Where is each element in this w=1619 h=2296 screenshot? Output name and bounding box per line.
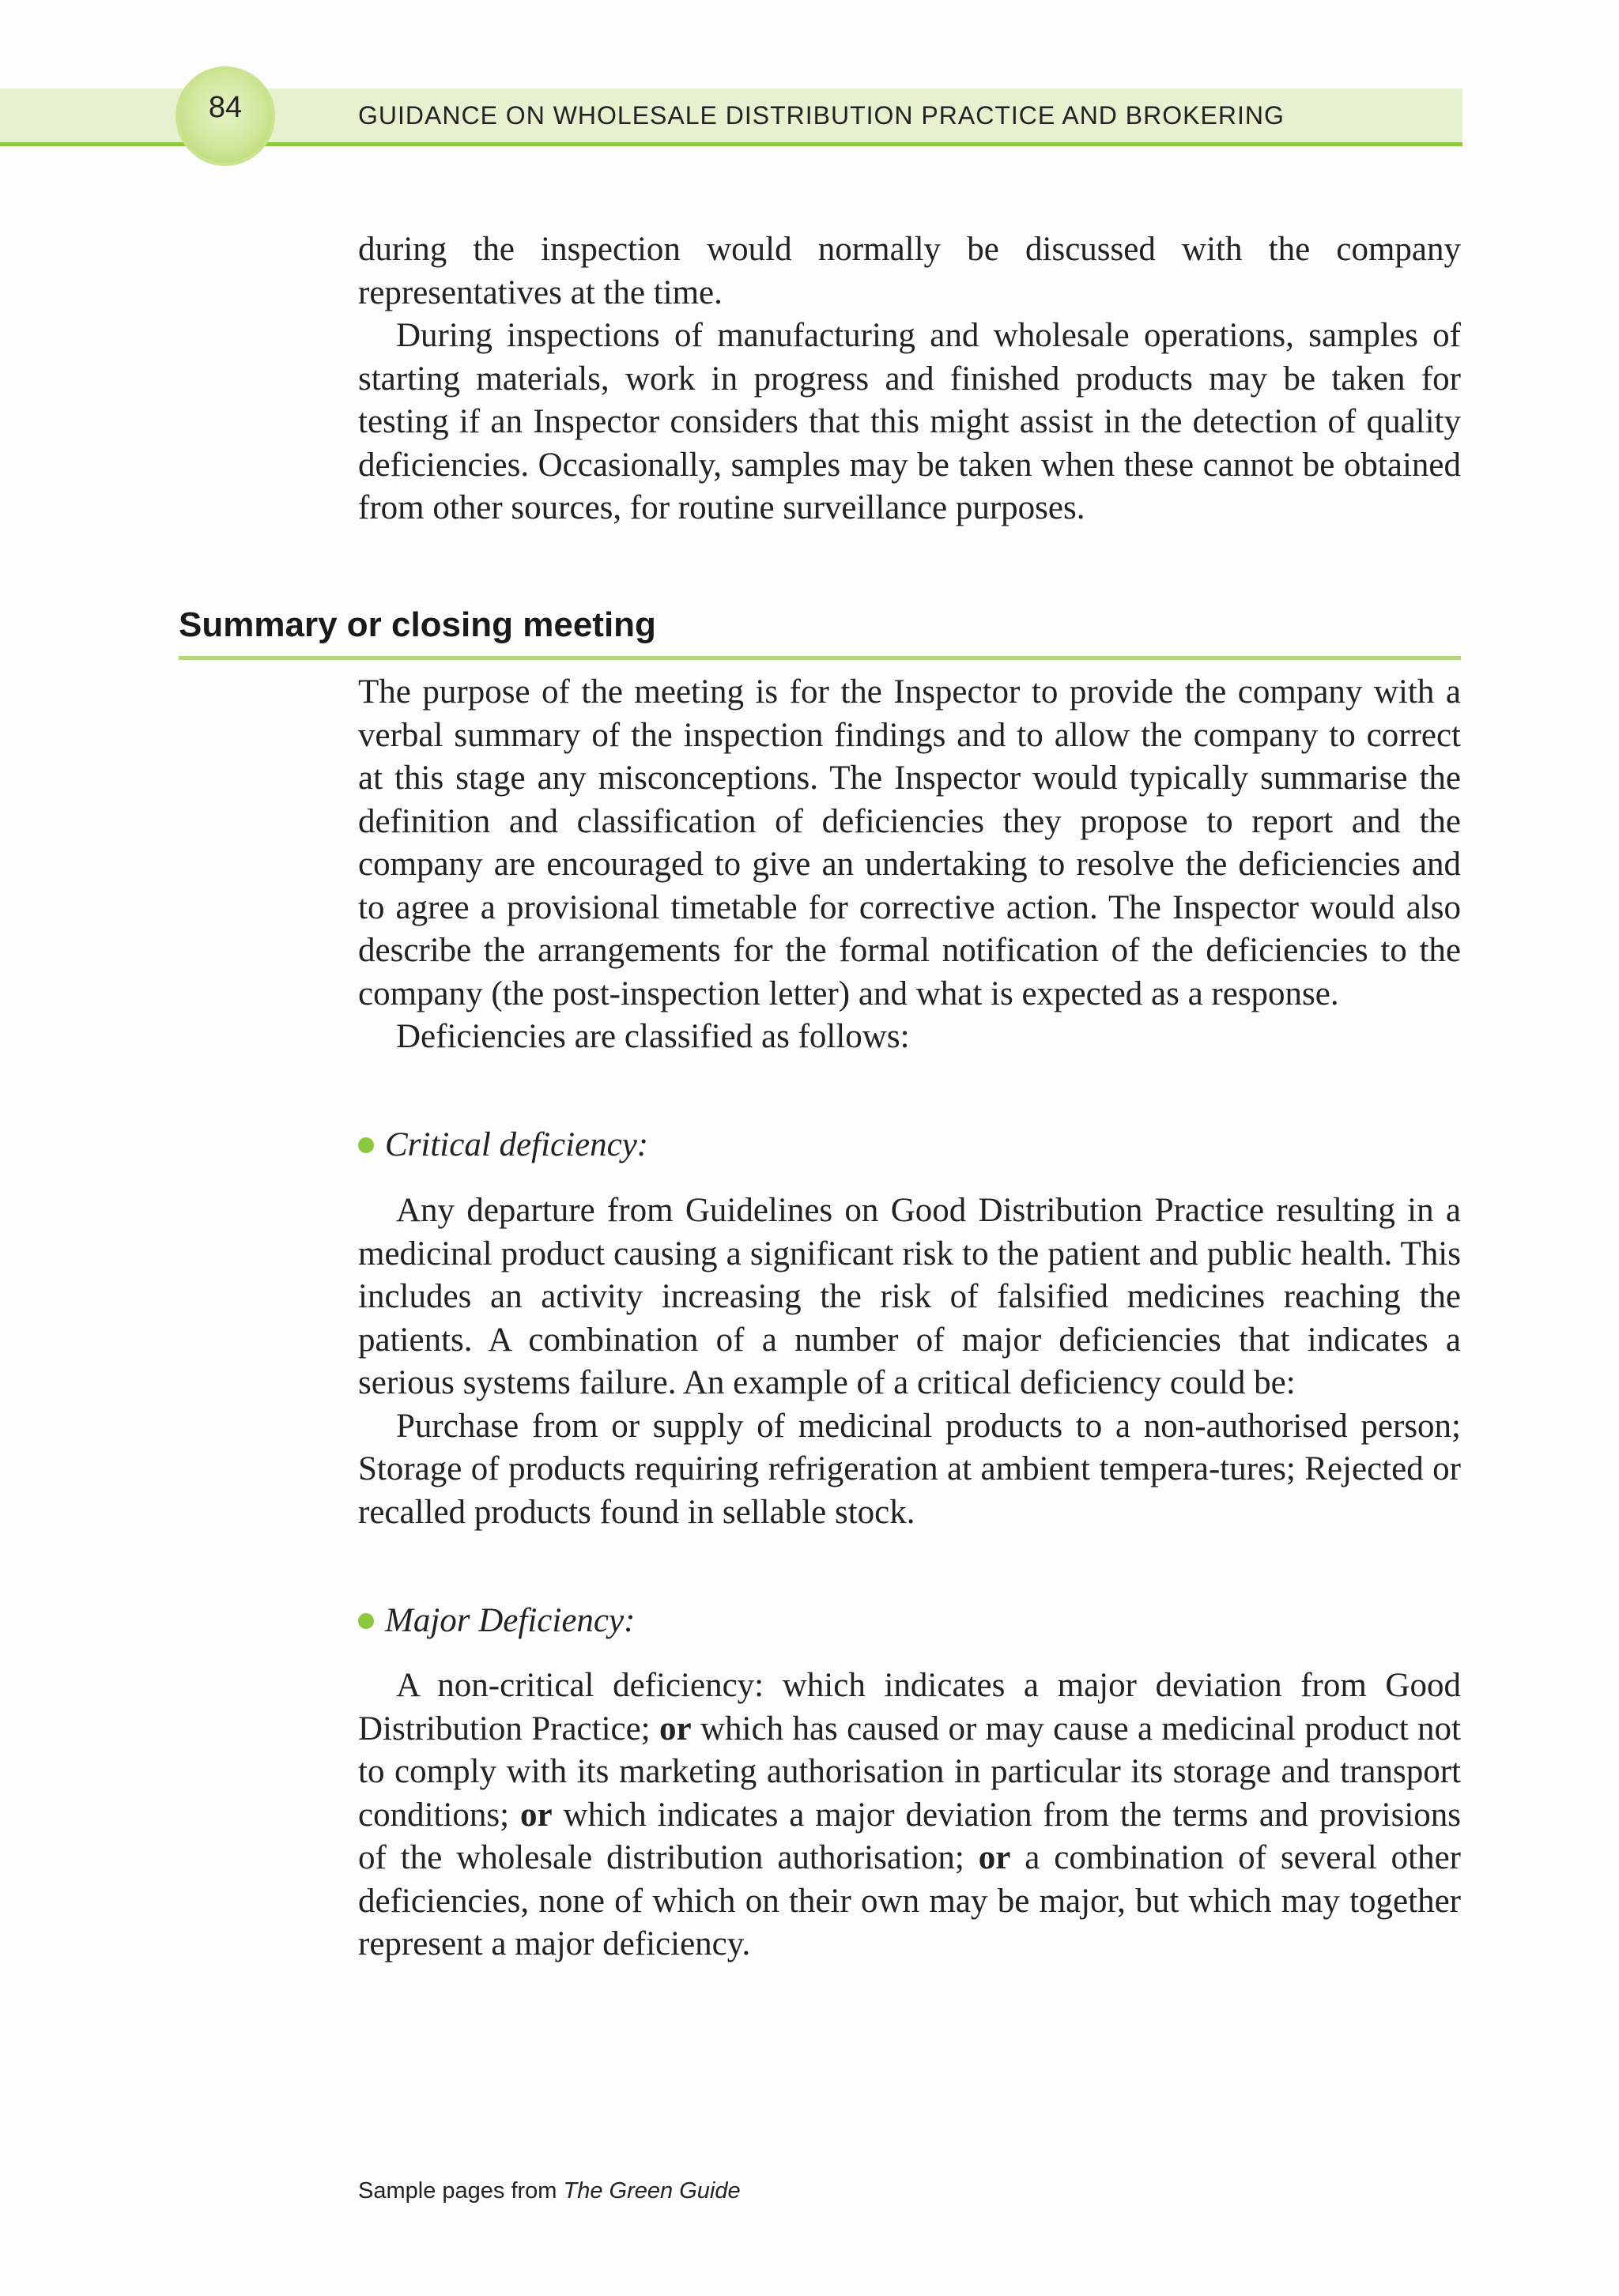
intro-text: [358, 228, 1461, 530]
major-text: [358, 1665, 1461, 1966]
intro-paragraph-2: During inspections of manufacturing and wholesale operations, samples of starting materials, work in progress and finished products may be taken for testing if an Inspector considers that this might assist in the detection of quality deficiencies. Occasionally, samples may be taken when these cannot be obtained from other sources, for routine surveillance purposes.: [358, 317, 1461, 526]
or-keyword: or: [978, 1839, 1011, 1876]
section-text: [358, 671, 1461, 1059]
major-text-segment: a combination of several other deficiencies, none of which on their own may be major, but which may together represent a major deficiency.: [358, 1839, 1461, 1962]
bullet-critical: [358, 1124, 648, 1167]
section-rule: [179, 656, 1461, 660]
bullet-critical-label: Critical deficiency:: [385, 1126, 649, 1163]
running-head: GUIDANCE ON WHOLESALE DISTRIBUTION PRACTICE AND BROKERING: [358, 101, 1285, 130]
section-paragraph-1: The purpose of the meeting is for the Inspector to provide the company with a verbal summary of the inspection findings and to allow the company to correct at this stage any misconceptions. The Inspector would typically summarise the definition and classification of deficiencies they propose to report and the company are encouraged to give an undertaking to resolve the deficiencies and to agree a provisional timetable for corrective action. The Inspector would also describe the arrangements for the formal notification of the deficiencies to the company (the post-inspection letter) and what is expected as a response.: [358, 673, 1461, 1012]
footer: [358, 2178, 741, 2204]
section-heading: Summary or closing meeting: [179, 605, 656, 644]
major-text-segment: which indicates a major deviation from the terms and provisions of the wholesale distribution authorisation;: [358, 1796, 1461, 1876]
critical-paragraph-1: Any departure from Guidelines on Good Distribution Practice resulting in a medicinal product causing a significant risk to the patient and public health. This includes an activity increasing the risk of falsified medicines reaching the patients. A combination of a number of major deficiencies that indicates a serious systems failure. An example of a critical deficiency could be:: [358, 1192, 1461, 1401]
critical-paragraph-2: Purchase from or supply of medicinal products to a non-authorised person; Storage of products requiring refrigeration at ambient tempera-tures; Rejected or recalled products found in sellable stock.: [358, 1407, 1461, 1531]
major-text-segment: which has caused or may cause a medicinal product not to comply with its marketing authorisation in particular its storage and transport conditions;: [358, 1710, 1461, 1834]
footer-prefix: Sample pages from: [358, 2178, 564, 2204]
or-keyword: or: [520, 1796, 553, 1834]
bullet-dot-icon: [358, 1137, 374, 1153]
bullet-major: [358, 1600, 635, 1642]
footer-title: The Green Guide: [563, 2178, 741, 2204]
bullet-dot-icon: [358, 1613, 374, 1629]
intro-paragraph-1: during the inspection would normally be discussed with the company representatives at the time.: [358, 231, 1461, 311]
critical-text: [358, 1189, 1461, 1534]
or-keyword: or: [659, 1710, 692, 1747]
bullet-major-label: Major Deficiency:: [385, 1602, 636, 1639]
major-paragraph: [358, 1665, 1461, 1966]
major-text-segment: A non-critical deficiency: which indicates a major deviation from Good Distribution Practice;: [358, 1667, 1461, 1747]
section-paragraph-2: Deficiencies are classified as follows:: [396, 1018, 910, 1055]
page-number: 84: [208, 91, 243, 124]
